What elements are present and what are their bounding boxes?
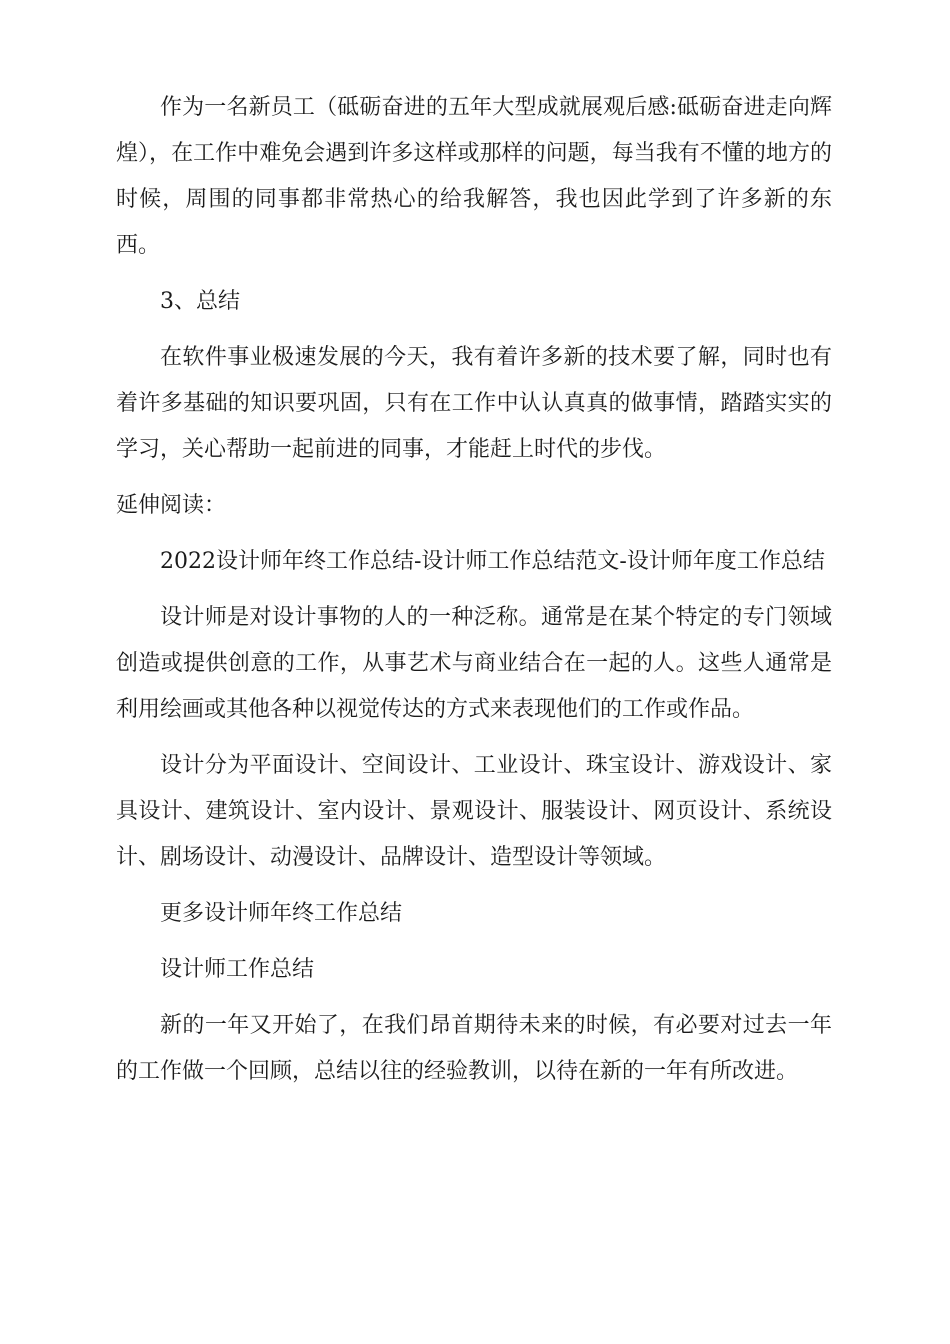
extended-reading-label: 延伸阅读： (116, 493, 227, 518)
more-link-text: 更多设计师年终工作总结 (160, 901, 403, 926)
article-title: 2022设计师年终工作总结-设计师工作总结范文-设计师年度工作总结 (160, 549, 825, 574)
paragraph-design-categories: 设计分为平面设计、空间设计、工业设计、珠宝设计、游戏设计、家具设计、建筑设计、室内设计、景观设计、服装设计、网页设计、系统设计、剧场设计、动漫设计、品牌设计、造型设计等领域。 (116, 753, 832, 870)
paragraph-designer-definition: 设计师是对设计事物的人的一种泛称。通常是在某个特定的专门领域创造或提供创意的工作，从事艺术与商业结合在一起的人。这些人通常是利用绘画或其他各种以视觉传达的方式来表现他们的工作或作品。 (116, 605, 832, 722)
paragraph-new-employee: 作为一名新员工（砥砺奋进的五年大型成就展观后感:砥砺奋进走向辉煌），在工作中难免会遇到许多这样或那样的问题，每当我有不懂的地方的时候，周围的同事都非常热心的给我解答，我也因此学到了许多新的东西。 (116, 95, 832, 258)
paragraph-new-year: 新的一年又开始了，在我们昂首期待未来的时候，有必要对过去一年的工作做一个回顾，总结以往的经验教训，以待在新的一年有所改进。 (116, 1013, 832, 1084)
paragraph-software-development: 在软件事业极速发展的今天，我有着许多新的技术要了解，同时也有着许多基础的知识要巩固，只有在工作中认认真真的做事情，踏踏实实的学习，关心帮助一起前进的同事，才能赶上时代的步伐。 (116, 345, 832, 462)
subheading-designer-summary: 设计师工作总结 (160, 957, 315, 982)
section-heading-summary: 3、总结 (160, 289, 240, 314)
document-body (116, 85, 832, 1105)
